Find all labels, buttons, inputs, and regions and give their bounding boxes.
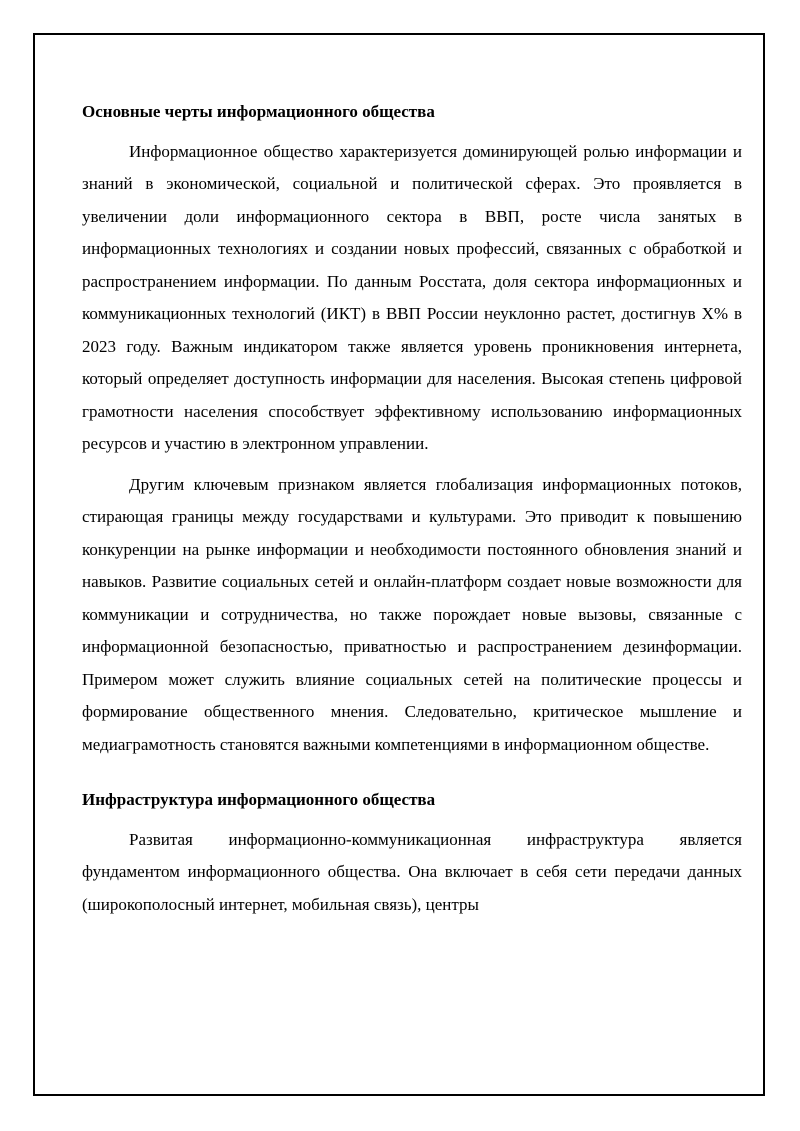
paragraph-globalization: Другим ключевым признаком является глобализация информационных потоков, стирающая границы между государствами и культурами. Это приводит к повышению конкуренции на рынке информации и необходимости постоянного обновления знаний и навыков. Развитие социальных сетей и онлайн-платформ создает новые возможности для коммуникации и сотрудничества, но также порождает новые вызовы, связанные с информационной безопасностью, приватностью и распространением дезинформации. Примером может служить влияние социальных сетей на политические процессы и формирование общественного мнения. Следовательно, критическое мышление и медиаграмотность становятся важными компетенциями в информационном обществе. [82, 474, 742, 754]
paragraph-infrastructure: Развитая информационно-коммуникационная инфраструктура является фундаментом информационного общества. Она включает в себя сети передачи данных (широкополосный интернет, мобильная связь), центры [82, 829, 742, 914]
section-heading-main-features: Основные черты информационного общества [82, 102, 435, 121]
paragraph-info-society-definition: Информационное общество характеризуется доминирующей ролью информации и знаний в экономической, социальной и политической сферах. Это проявляется в увеличении доли информационного сектора в ВВП, росте числа занятых в информационных технологиях и создании новых профессий, связанных с обработкой и распространением информации. По данным Росстата, доля сектора информационных и коммуникационных технологий (ИКТ) в ВВП России неуклонно растет, достигнув X% в 2023 году. Важным индикатором также является уровень проникновения интернета, который определяет доступность информации для населения. Высокая степень цифровой грамотности населения способствует эффективному использованию информационных ресурсов и участию в электронном управлении. [82, 141, 742, 453]
document-body [82, 96, 742, 921]
section-heading-infrastructure: Инфраструктура информационного общества [82, 790, 436, 809]
